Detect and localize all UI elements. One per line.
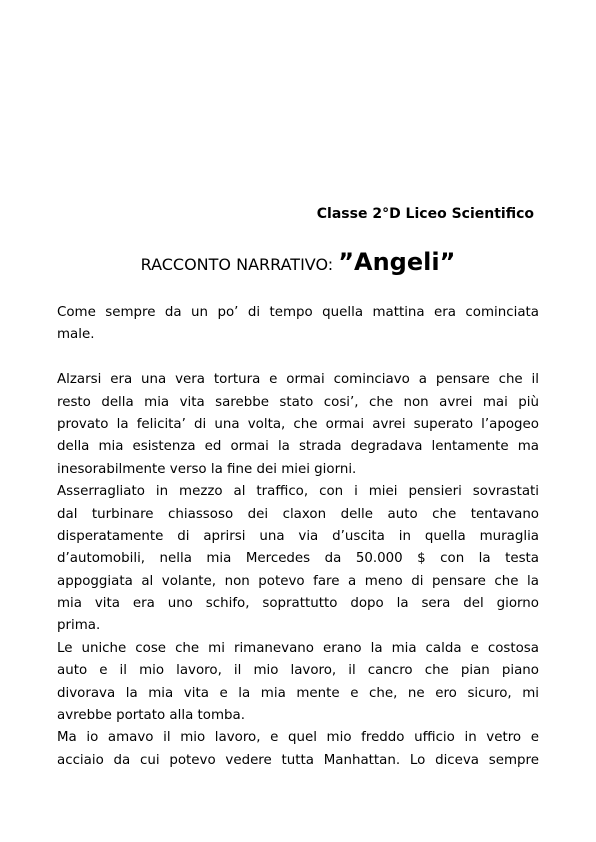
body-line: inesorabilmente verso la fine dei miei giorni. [57, 461, 357, 477]
body-line: Alzarsi era una vera tortura e ormai cominciavo a pensare che il [57, 372, 539, 388]
body-line: mia vita era uno schifo, soprattutto dopo la sera del giorno [57, 596, 539, 612]
story-title [0, 248, 596, 276]
story-body [57, 302, 539, 772]
body-line: Le uniche cose che mi rimanevano erano la mia calda e costosa [57, 640, 539, 656]
body-line: prima. [57, 618, 101, 634]
body-line: auto e il mio lavoro, il mio lavoro, il cancro che pian piano [57, 663, 539, 679]
class-label: Classe 2°D Liceo Scientifico [316, 206, 534, 222]
title-prefix: RACCONTO NARRATIVO: [140, 255, 339, 274]
body-line: d’automobili, nella mia Mercedes da 50.000 $ con la testa [57, 551, 539, 567]
body-line: Come sempre da un po’ di tempo quella mattina era cominciata [57, 305, 539, 320]
body-line: avrebbe portato alla tomba. [57, 708, 245, 724]
body-line: Asserragliato in mezzo al traffico, con i miei pensieri sovrastati [57, 484, 539, 500]
body-line: appoggiata al volante, non potevo fare a meno di pensare che la [57, 573, 539, 589]
body-line: male. [57, 327, 95, 343]
body-line: resto della mia vita sarebbe stato cosi’, che non avrei mai più [57, 394, 539, 410]
paragraph-gap [57, 347, 539, 369]
body-line: divorava la mia vita e la mia mente e che, ne ero sicuro, mi [57, 685, 539, 701]
body-line: provato la felicita’ di una volta, che ormai avrei superato l’apogeo [57, 416, 539, 432]
body-line: disperatamente di aprirsi una via d’uscita in quella muraglia [57, 528, 539, 544]
body-line: acciaio da cui potevo vedere tutta Manhattan. Lo diceva sempre [57, 752, 539, 768]
title-name: ”Angeli” [338, 248, 456, 276]
body-line: Ma io amavo il mio lavoro, e quel mio freddo ufficio in vetro e [57, 730, 539, 746]
body-line: della mia esistenza ed ormai la strada degradava lentamente ma [57, 439, 539, 455]
body-line: dal turbinare chiassoso dei claxon delle auto che tentavano [57, 506, 539, 522]
